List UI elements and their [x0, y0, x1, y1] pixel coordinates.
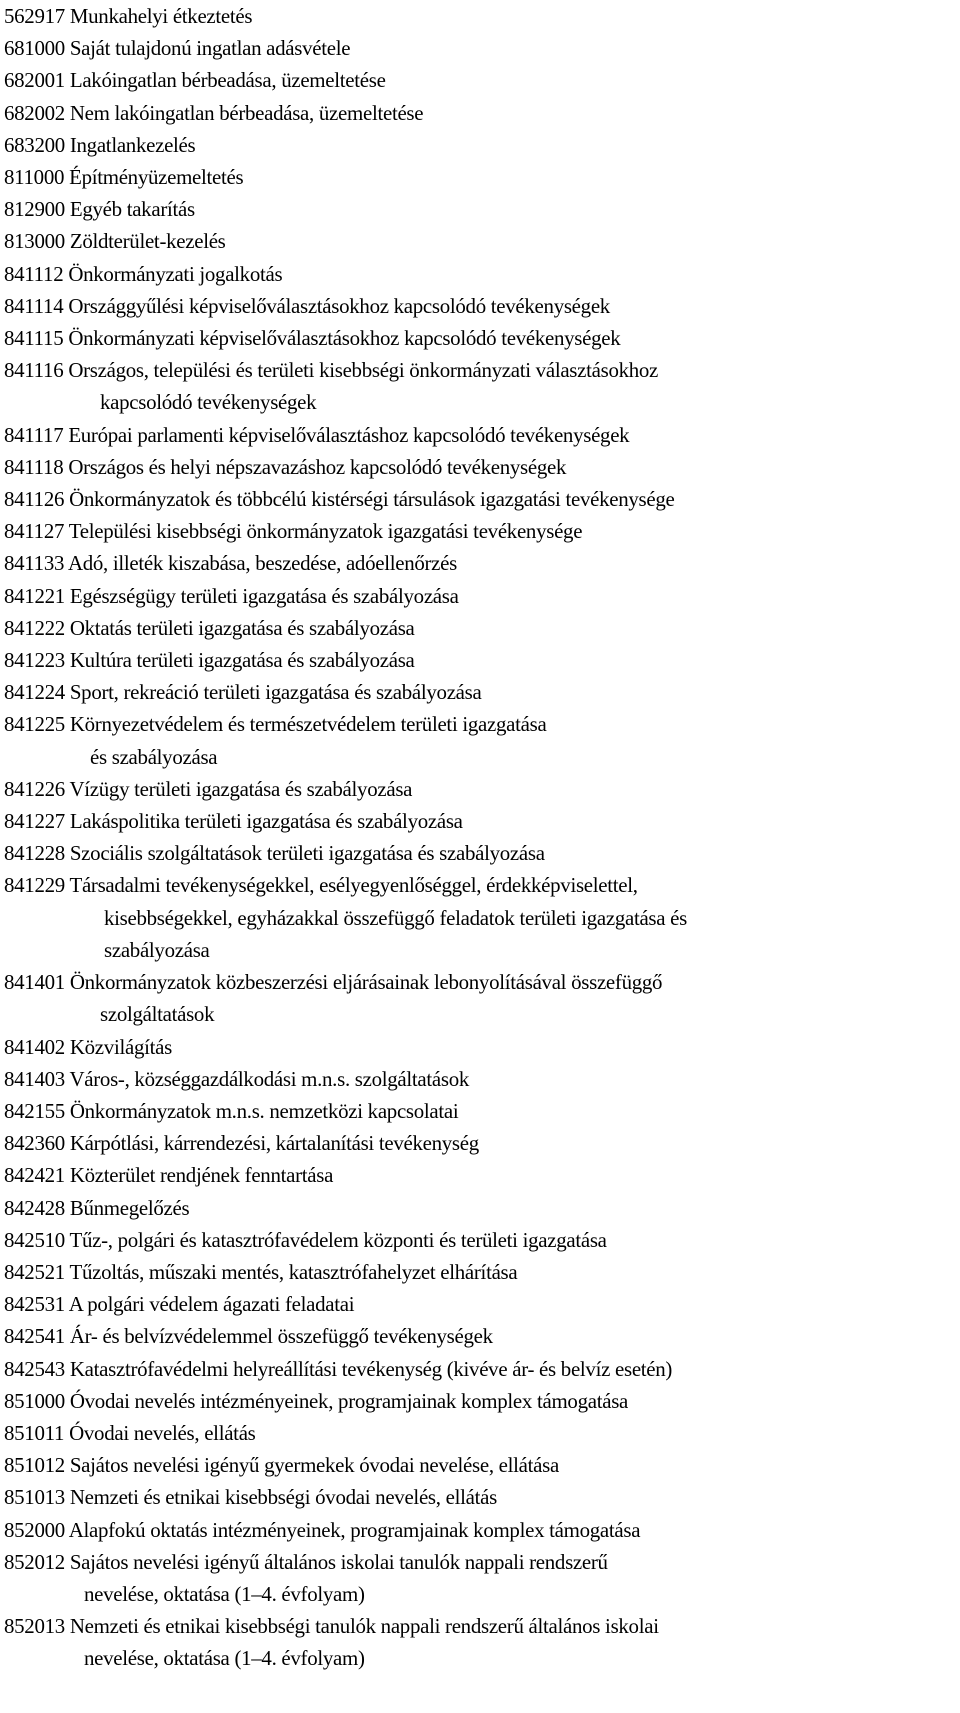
activity-code: 852012 — [4, 1549, 65, 1574]
activity-description: Sport, rekreáció területi igazgatása és szabályozása — [69, 680, 482, 705]
activity-code: 841114 — [4, 293, 64, 318]
activity-code: 852000 — [4, 1517, 65, 1542]
activity-entry — [4, 1031, 960, 1063]
activity-description: Lakáspolitika területi igazgatása és szabályozása — [69, 809, 463, 834]
activity-entry — [4, 1417, 960, 1449]
activity-description: Sajátos nevelési igényű általános iskolai tanulók nappali rendszerű — [69, 1549, 608, 1574]
activity-entry — [4, 805, 960, 837]
activity-description: Oktatás területi igazgatása és szabályozása — [69, 615, 415, 640]
activity-description: Önkormányzati képviselőválasztásokhoz kapcsolódó tevékenységek — [68, 326, 621, 351]
activity-description-continuation: kisebbségekkel, egyházakkal összefüggő feladatok területi igazgatása és — [104, 905, 687, 930]
activity-entry — [4, 547, 960, 579]
activity-entry — [4, 869, 960, 966]
activity-description: Adó, illeték kiszabása, beszedése, adóellenőrzés — [67, 551, 457, 576]
activity-entry — [4, 1320, 960, 1352]
activity-code: 842428 — [4, 1195, 65, 1220]
activity-entry — [4, 580, 960, 612]
activity-code: 841133 — [4, 551, 65, 576]
activity-description: Közterület rendjének fenntartása — [69, 1163, 334, 1188]
activity-description: Önkormányzatok m.n.s. nemzetközi kapcsolatai — [69, 1098, 459, 1123]
activity-code: 841115 — [4, 326, 64, 351]
activity-entry — [4, 1546, 960, 1610]
activity-code: 851011 — [4, 1420, 65, 1445]
activity-code: 852013 — [4, 1614, 65, 1639]
activity-code: 841221 — [4, 583, 65, 608]
activity-description: Tűzoltás, műszaki mentés, katasztrófahelyzet elhárítása — [69, 1259, 518, 1284]
activity-code: 841227 — [4, 809, 65, 834]
activity-code: 841223 — [4, 648, 65, 673]
activity-entry — [4, 1353, 960, 1385]
activity-code: 841222 — [4, 615, 65, 640]
activity-code: 811000 — [4, 165, 65, 190]
activity-description: Óvodai nevelés, ellátás — [69, 1420, 256, 1445]
activity-code: 841226 — [4, 776, 65, 801]
activity-description: Tűz-, polgári és katasztrófavédelem központi és területi igazgatása — [69, 1227, 607, 1252]
activity-description-continuation: és szabályozása — [90, 744, 218, 769]
activity-entry — [4, 1224, 960, 1256]
activity-entry — [4, 1288, 960, 1320]
activity-code: 851012 — [4, 1453, 65, 1478]
activity-code: 841229 — [4, 873, 65, 898]
activity-description-continuation: kapcsolódó tevékenységek — [100, 390, 317, 415]
activity-description: Sajátos nevelési igényű gyermekek óvodai nevelése, ellátása — [69, 1453, 559, 1478]
activity-entry — [4, 1481, 960, 1513]
activity-description: Kultúra területi igazgatása és szabályozása — [69, 648, 415, 673]
activity-code: 812900 — [4, 197, 65, 222]
activity-entry — [4, 773, 960, 805]
activity-description: Önkormányzatok és többcélú kistérségi társulások igazgatási tevékenysége — [69, 487, 675, 512]
activity-description: Építményüzemeltetés — [69, 165, 244, 190]
activity-description: A polgári védelem ágazati feladatai — [68, 1292, 355, 1317]
activity-description: Város-, községgazdálkodási m.n.s. szolgáltatások — [69, 1066, 470, 1091]
activity-description: Saját tulajdonú ingatlan adásvétele — [69, 36, 351, 61]
activity-description: Vízügy területi igazgatása és szabályozása — [69, 776, 413, 801]
activity-code: 842521 — [4, 1259, 65, 1284]
activity-description: Katasztrófavédelmi helyreállítási tevékenység (kivéve ár- és belvíz esetén) — [69, 1356, 673, 1381]
activity-entry — [4, 419, 960, 451]
activity-description: Munkahelyi étkeztetés — [69, 4, 253, 28]
activity-entry — [4, 1256, 960, 1288]
activity-code: 841112 — [4, 261, 64, 286]
activity-entry — [4, 837, 960, 869]
activity-entry — [4, 644, 960, 676]
activity-entry — [4, 161, 960, 193]
activity-entry — [4, 1514, 960, 1546]
activity-entry — [4, 0, 960, 32]
activity-entry — [4, 290, 960, 322]
activity-code: 841224 — [4, 680, 65, 705]
activity-description: Közvilágítás — [69, 1034, 172, 1059]
activity-description: Országgyűlési képviselőválasztásokhoz kapcsolódó tevékenységek — [68, 293, 610, 318]
activity-description: Kárpótlási, kárrendezési, kártalanítási tevékenység — [69, 1131, 479, 1156]
activity-description: Egészségügy területi igazgatása és szabályozása — [69, 583, 459, 608]
activity-entry — [4, 1385, 960, 1417]
activity-code: 842531 — [4, 1292, 65, 1317]
activity-description: Országos és helyi népszavazáshoz kapcsolódó tevékenységek — [68, 454, 567, 479]
activity-code: 842510 — [4, 1227, 65, 1252]
activity-description-continuation: nevelése, oktatása (1–4. évfolyam) — [84, 1646, 365, 1671]
activity-code: 851000 — [4, 1388, 65, 1413]
activity-description: Nem lakóingatlan bérbeadása, üzemeltetése — [69, 100, 424, 125]
activity-code: 841403 — [4, 1066, 65, 1091]
activity-description: Alapfokú oktatás intézményeinek, programjainak komplex támogatása — [68, 1517, 641, 1542]
activity-code: 842421 — [4, 1163, 65, 1188]
activity-code: 841225 — [4, 712, 65, 737]
activity-description: Környezetvédelem és természetvédelem területi igazgatása — [69, 712, 547, 737]
activity-description: Óvodai nevelés intézményeinek, programjainak komplex támogatása — [69, 1388, 629, 1413]
activity-code: 841116 — [4, 358, 64, 383]
activity-description: Nemzeti és etnikai kisebbségi óvodai nevelés, ellátás — [69, 1485, 497, 1510]
activity-entry — [4, 1192, 960, 1224]
activity-entry — [4, 1449, 960, 1481]
activity-description-continuation: szolgáltatások — [100, 1002, 215, 1027]
activity-code: 842155 — [4, 1098, 65, 1123]
activity-description: Ár- és belvízvédelemmel összefüggő tevékenységek — [69, 1324, 493, 1349]
activity-entry — [4, 515, 960, 547]
activity-code: 842541 — [4, 1324, 65, 1349]
activity-code: 841118 — [4, 454, 64, 479]
activity-entry — [4, 612, 960, 644]
activity-code: 841117 — [4, 422, 64, 447]
activity-entry — [4, 1159, 960, 1191]
activity-entry — [4, 97, 960, 129]
activity-entry — [4, 483, 960, 515]
activity-description: Társadalmi tevékenységekkel, esélyegyenlőséggel, érdekképviselettel, — [69, 873, 638, 898]
activity-entry — [4, 225, 960, 257]
activity-code: 841126 — [4, 487, 65, 512]
activity-description-continuation: nevelése, oktatása (1–4. évfolyam) — [84, 1581, 365, 1606]
activity-entry — [4, 32, 960, 64]
activity-code: 841127 — [4, 519, 65, 544]
activity-code: 842543 — [4, 1356, 65, 1381]
activity-code: 841228 — [4, 841, 65, 866]
activity-description: Bűnmegelőzés — [69, 1195, 190, 1220]
activity-entry — [4, 193, 960, 225]
activity-code: 682002 — [4, 100, 65, 125]
activity-entry — [4, 1063, 960, 1095]
activity-entry — [4, 354, 960, 418]
activity-code: 841402 — [4, 1034, 65, 1059]
activity-entry — [4, 64, 960, 96]
activity-entry — [4, 451, 960, 483]
activity-entry — [4, 129, 960, 161]
activity-description: Ingatlankezelés — [69, 132, 196, 157]
activity-entry — [4, 676, 960, 708]
activity-description-continuation: szabályozása — [104, 937, 210, 962]
activity-code: 562917 — [4, 4, 65, 28]
activity-code: 841401 — [4, 970, 65, 995]
activity-entry — [4, 258, 960, 290]
activity-description: Egyéb takarítás — [69, 197, 195, 222]
activity-description: Európai parlamenti képviselőválasztáshoz kapcsolódó tevékenységek — [68, 422, 630, 447]
activity-code: 813000 — [4, 229, 65, 254]
activity-entry — [4, 708, 960, 772]
activity-entry — [4, 322, 960, 354]
activity-code: 842360 — [4, 1131, 65, 1156]
activity-description: Zöldterület-kezelés — [69, 229, 226, 254]
activity-entry — [4, 1610, 960, 1674]
activity-description: Települési kisebbségi önkormányzatok igazgatási tevékenysége — [68, 519, 583, 544]
activity-entry — [4, 1127, 960, 1159]
activity-entry — [4, 966, 960, 1030]
activity-description: Szociális szolgáltatások területi igazgatása és szabályozása — [69, 841, 545, 866]
activity-description: Lakóingatlan bérbeadása, üzemeltetése — [69, 68, 386, 93]
activity-description: Önkormányzati jogalkotás — [68, 261, 283, 286]
activity-code: 851013 — [4, 1485, 65, 1510]
activity-code: 681000 — [4, 36, 65, 61]
activity-code: 683200 — [4, 132, 65, 157]
activity-code: 682001 — [4, 68, 65, 93]
activity-description: Önkormányzatok közbeszerzési eljárásainak lebonyolításával összefüggő — [69, 970, 663, 995]
activity-entry — [4, 1095, 960, 1127]
activity-description: Nemzeti és etnikai kisebbségi tanulók nappali rendszerű általános iskolai — [69, 1614, 659, 1639]
activity-description: Országos, települési és területi kisebbségi önkormányzati választásokhoz — [68, 358, 659, 383]
